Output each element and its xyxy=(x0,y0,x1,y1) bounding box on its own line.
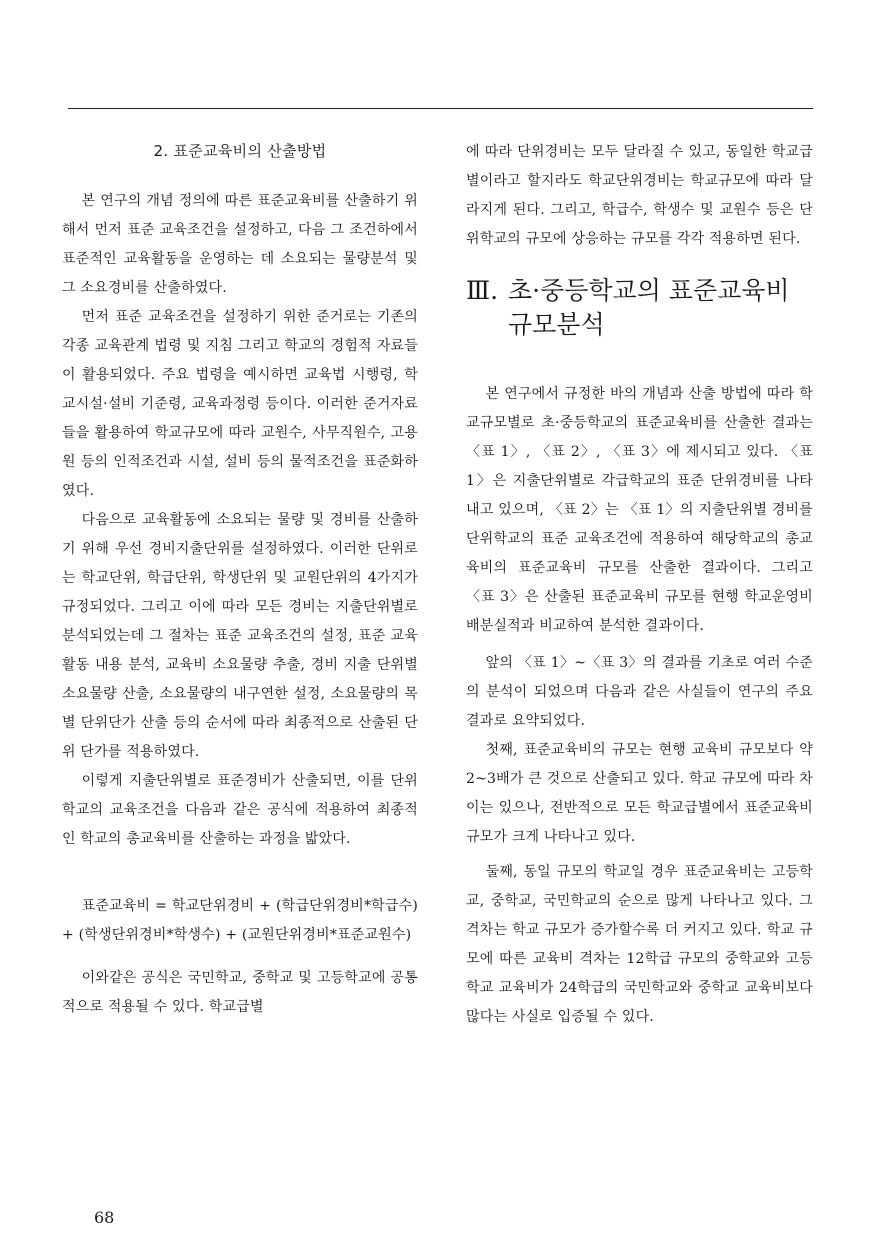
chapter-title-line2: 규모분석 xyxy=(508,310,605,339)
cost-formula: 표준교육비 = 학교단위경비 + (학급단위경비*학급수) + (학생단위경비*학생수) + (교원단위경비*표준교원수) xyxy=(62,898,418,943)
left-column xyxy=(62,138,418,1022)
body-paragraph: 첫째, 표준교육비의 규모는 현행 교육비 규모보다 약 2~3배가 큰 것으로 산출되고 있다. 학교 규모에 따라 차이는 있으나, 전반적으로 모든 학교급별에서 표준교육비 규모가 크게 나타나고 있다. xyxy=(466,742,813,845)
body-paragraph: 둘째, 동일 규모의 학교일 경우 표준교육비는 고등학교, 중학교, 국민학교의 순으로 많게 나타나고 있다. 그 격차는 학교 규모가 증가할수록 더 커지고 있다. 학교 규모에 따른 교육비 격차는 12학급 규모의 중학교와 고등학교 교육비가 24학급의 국민학교와 중학교 교육비보다 많다는 사실로 입증될 수 있다. xyxy=(466,864,813,1025)
body-paragraph: 먼저 표준 교육조건을 설정하기 위한 준거로는 기존의 각종 교육관계 법령 및 지침 그리고 학교의 경험적 자료들이 활용되었다. 주요 법령을 예시하면 교육법 시행령, 학교시설·설비 기준령, 교육과정령 등이다. 이러한 준거자료들을 활용하여 학교규모에 따라 교원수, 사무직원수, 고용원 등의 인적조건과 시설, 설비 등의 물적조건을 표준화하였다. xyxy=(62,309,418,499)
body-paragraph: 이렇게 지출단위별로 표준경비가 산출되면, 이를 단위학교의 교육조건을 다음과 같은 공식에 적용하여 최종적인 학교의 총교육비를 산출하는 과정을 밟았다. xyxy=(62,773,418,847)
chapter-title-line1: 초·중등학교의 표준교육비 xyxy=(508,276,790,305)
body-paragraph: 다음으로 교육활동에 소요되는 물량 및 경비를 산출하기 위해 우선 경비지출단위를 설정하였다. 이러한 단위로는 학교단위, 학급단위, 학생단위 및 교원단위의 4가지가 규정되었다. 그리고 이에 따라 모든 경비는 지출단위별로 분석되었는데 그 절차는 표준 교육조건의 설정, 표준 교육활동 내용 분석, 교육비 소요물량 추출, 경비 지출 단위별 소요물량 산출, 소요물량의 내구연한 설정, 소요물량의 목별 단위단가 산출 등의 순서에 따라 최종적으로 산출된 단위 단가를 적용하였다. xyxy=(62,512,418,760)
body-paragraph: 본 연구의 개념 정의에 따른 표준교육비를 산출하기 위해서 먼저 표준 교육조건을 설정하고, 다음 그 조건하에서 표준적인 교육활동을 운영하는 데 소요되는 물량분석 및 그 소요경비를 산출하였다. xyxy=(62,193,418,296)
chapter-heading xyxy=(466,274,813,342)
section-title: 2. 표준교육비의 산출방법 xyxy=(153,142,327,160)
page-number: 68 xyxy=(94,1208,115,1227)
top-rule xyxy=(68,108,813,109)
continued-paragraph: 에 따라 단위경비는 모두 달라질 수 있고, 동일한 학교급별이라고 할지라도 학교단위경비는 학교규모에 따라 달라지게 된다. 그리고, 학급수, 학생수 및 교원수 등은 단위학교의 규모에 상응하는 규모를 각각 적용하면 된다. xyxy=(466,144,813,247)
body-paragraph: 앞의 〈표 1〉~〈표 3〉의 결과를 기초로 여러 수준의 분석이 되었으며 다음과 같은 사실들이 연구의 주요결과로 요약되었다. xyxy=(466,655,813,729)
right-column xyxy=(466,138,813,1032)
body-paragraph: 본 연구에서 규정한 바의 개념과 산출 방법에 따라 학교규모별로 초·중등학교의 표준교육비를 산출한 결과는 〈표 1〉, 〈표 2〉, 〈표 3〉에 제시되고 있다. 〈표 1〉은 지출단위별로 각급학교의 표준 단위경비를 나타내고 있으며, 〈표 2〉는 〈표 1〉의 지출단위별 경비를 단위학교의 표준 교육조건에 적용하여 해당학교의 총교육비의 표준교육비 규모를 산출한 결과이다. 그리고 〈표 3〉은 산출된 표준교육비 규모를 현행 학교운영비 배분실적과 비교하여 분석한 결과이다. xyxy=(466,386,813,634)
chapter-number: Ⅲ. xyxy=(466,276,499,305)
body-paragraph: 이와같은 공식은 국민학교, 중학교 및 고등학교에 공통적으로 적용될 수 있다. 학교급별 xyxy=(62,970,418,1015)
